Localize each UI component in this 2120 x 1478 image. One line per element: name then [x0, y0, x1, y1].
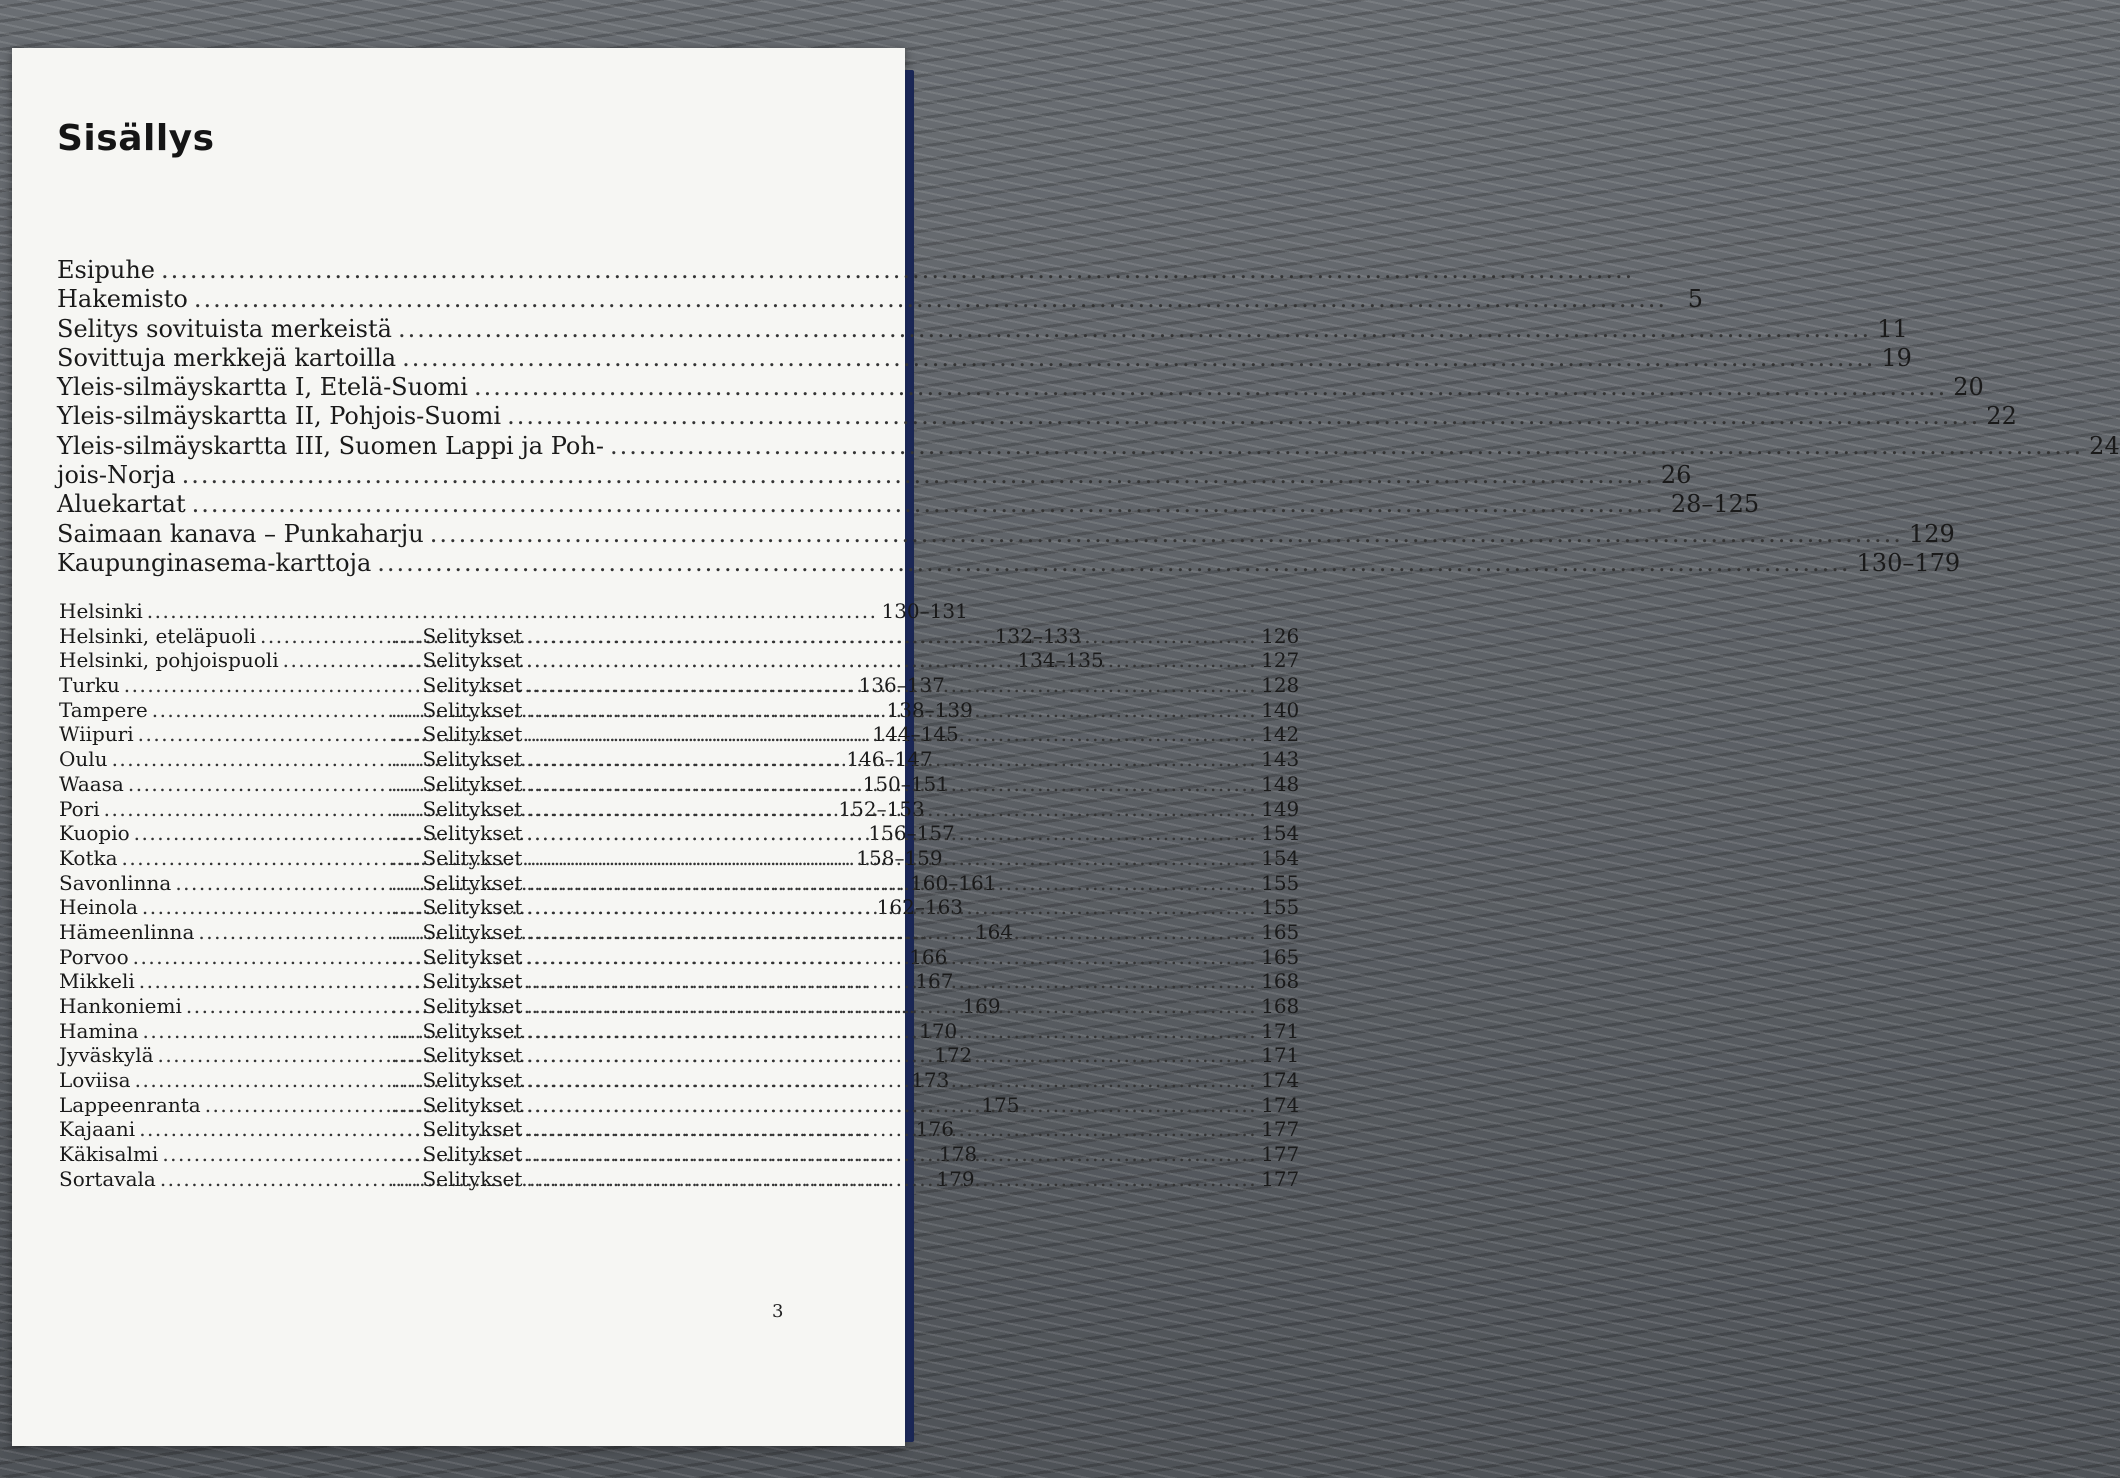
toc-entry-label: Sovittuja merkkejä kartoilla: [57, 343, 397, 372]
city-entry-right: [422, 772, 1299, 797]
city-name: Mikkeli: [59, 969, 135, 994]
leader-dots-separator: ....: [391, 648, 423, 673]
city-entry: [59, 1068, 1300, 1093]
toc-main-list: [57, 256, 2120, 578]
selitykset-label: Selitykset: [422, 944, 523, 969]
selitykset-label: Selitykset: [422, 895, 523, 920]
leader-dots: [526, 1021, 1257, 1041]
city-map-pages: 160–161: [910, 870, 997, 895]
city-name: Waasa: [59, 771, 124, 796]
selitykset-page: 171: [1261, 1043, 1300, 1068]
leader-dots: [526, 1095, 1257, 1115]
city-name: Jyväskylä: [59, 1043, 154, 1068]
selitykset-page: 127: [1261, 648, 1300, 673]
leader-dots-separator: ....: [391, 919, 423, 944]
leader-dots: [377, 551, 1850, 575]
city-name: Oulu: [59, 747, 108, 772]
selitykset-page: 154: [1261, 845, 1300, 870]
selitykset-label: Selitykset: [422, 845, 523, 870]
city-entry-right: [422, 698, 1299, 723]
selitykset-label: Selitykset: [422, 1166, 523, 1191]
city-entry: [59, 673, 1300, 698]
city-entry: [59, 870, 1300, 896]
city-map-pages: 175: [981, 1092, 1020, 1117]
city-entry-right: [422, 1093, 1299, 1118]
city-entry: [59, 845, 1300, 871]
toc-entry: [57, 490, 1760, 519]
city-entry-right: [422, 1019, 1299, 1044]
city-entry-right: [422, 846, 1299, 871]
city-entry-right: [422, 1068, 1299, 1093]
city-name: Lappeenranta: [59, 1092, 201, 1117]
city-name: Loviisa: [59, 1068, 131, 1093]
selitykset-label: Selitykset: [422, 1043, 523, 1068]
selitykset-page: 149: [1261, 796, 1300, 821]
selitykset-label: Selitykset: [422, 673, 523, 698]
leader-dots: [526, 947, 1257, 967]
selitykset-label: Selitykset: [422, 1068, 523, 1093]
city-entry: [59, 895, 1300, 920]
selitykset-page: 168: [1261, 969, 1300, 994]
city-entry-right: [422, 945, 1299, 970]
leader-dots-separator: ....: [391, 1166, 423, 1191]
toc-entry-page: 129: [1908, 519, 1955, 548]
selitykset-page: 140: [1261, 697, 1300, 722]
selitykset-label: Selitykset: [422, 796, 523, 821]
city-map-pages: 130–131: [881, 599, 968, 623]
city-map-pages: 176: [915, 1117, 954, 1142]
city-entry-right: [422, 895, 1299, 920]
leader-dots: [526, 823, 1257, 843]
page-number: 3: [772, 1301, 784, 1322]
city-entry: [59, 623, 1300, 649]
city-name: Pori: [59, 796, 100, 821]
leader-dots: [526, 724, 1257, 744]
toc-entry-label: Yleis-silmäyskartta II, Pohjois-Suomi: [57, 402, 502, 431]
selitykset-page: 177: [1261, 1166, 1300, 1191]
city-entry: [59, 919, 1300, 945]
leader-dots: [526, 675, 1257, 695]
city-name: Turku: [59, 673, 120, 698]
selitykset-label: Selitykset: [422, 919, 523, 944]
leader-dots: [507, 404, 1980, 428]
toc-entry: [57, 402, 2017, 431]
city-name: Heinola: [59, 895, 138, 920]
city-map-pages: 136–137: [858, 673, 945, 698]
selitykset-label: Selitykset: [422, 771, 523, 796]
toc-entry: [57, 431, 2120, 461]
selitykset-page: 174: [1261, 1068, 1300, 1093]
toc-entry-page: 28–125: [1670, 490, 1760, 519]
city-entry: [59, 944, 1300, 970]
leader-dots: [526, 971, 1257, 991]
toc-entry-page: 24: [2089, 431, 2120, 460]
toc-entry: [57, 343, 1912, 373]
selitykset-label: Selitykset: [422, 722, 523, 747]
city-entry: [59, 1117, 1300, 1142]
city-entry: [59, 697, 1300, 723]
leader-dots-separator: ....: [391, 1043, 423, 1068]
leader-dots: [526, 1119, 1257, 1139]
city-map-pages: 170: [919, 1018, 958, 1043]
selitykset-page: 177: [1261, 1117, 1300, 1142]
selitykset-label: Selitykset: [422, 870, 523, 895]
selitykset-page: 177: [1261, 1142, 1300, 1167]
toc-entry-label: Hakemisto: [57, 285, 188, 314]
leader-dots: [526, 774, 1257, 794]
leader-dots: [526, 1045, 1257, 1065]
city-entry-right: [422, 871, 1299, 896]
selitykset-page: 154: [1261, 821, 1300, 846]
selitykset-label: Selitykset: [422, 969, 523, 994]
city-entry-right: [422, 1142, 1299, 1167]
city-name: Wiipuri: [59, 722, 134, 747]
leader-dots: [526, 1169, 1257, 1189]
toc-entry-label: Esipuhe: [57, 256, 155, 284]
city-map-pages: 169: [962, 994, 1001, 1018]
leader-dots-separator: ....: [391, 1068, 423, 1093]
leader-dots: [610, 434, 2083, 458]
leader-dots-separator: ....: [391, 1142, 423, 1167]
leader-dots-separator: ....: [391, 697, 423, 722]
selitykset-page: 143: [1261, 747, 1300, 772]
leader-dots: [161, 258, 1634, 282]
city-entry-right: [422, 673, 1299, 698]
leader-dots-separator: ....: [391, 623, 423, 648]
leader-dots-separator: ....: [391, 796, 423, 821]
city-name: Helsinki, pohjoispuoli: [59, 648, 279, 673]
selitykset-label: Selitykset: [422, 747, 523, 772]
toc-entry-label: Selitys sovituista merkeistä: [57, 314, 392, 343]
city-entry: [59, 821, 1300, 846]
selitykset-page: 165: [1261, 919, 1300, 944]
leader-dots: [526, 848, 1257, 868]
toc-entry-page: 26: [1660, 461, 1692, 490]
city-name: Kotka: [59, 845, 118, 870]
leader-dots: [147, 601, 878, 621]
selitykset-label: Selitykset: [422, 1142, 523, 1167]
toc-entry: [57, 256, 777, 285]
book-page: [12, 48, 2120, 1446]
leader-dots: [430, 522, 1903, 546]
leader-dots-separator: ....: [391, 1092, 423, 1117]
city-entry: [59, 1043, 1300, 1068]
city-name: Helsinki: [59, 599, 143, 623]
selitykset-page: 155: [1261, 895, 1300, 920]
city-map-pages: 132–133: [994, 623, 1082, 648]
leader-dots: [402, 346, 1875, 370]
leader-dots: [526, 897, 1257, 917]
city-name: Tampere: [59, 697, 148, 722]
city-map-pages: 173: [911, 1068, 950, 1093]
city-map-pages: 164: [974, 919, 1014, 944]
city-map-pages: 172: [934, 1043, 973, 1068]
leader-dots: [526, 996, 1257, 1016]
selitykset-page: 165: [1261, 944, 1300, 969]
city-entry: [59, 1018, 1300, 1044]
leader-dots-separator: ....: [391, 747, 423, 772]
city-map-pages: 134–135: [1017, 648, 1104, 673]
leader-dots: [526, 700, 1257, 720]
city-entry-right: [422, 624, 1299, 649]
leader-dots: [526, 650, 1257, 670]
city-entry: [59, 648, 1300, 673]
leader-dots-separator: ....: [391, 1018, 423, 1043]
city-entry-right: [422, 821, 1299, 846]
city-map-pages: 162–163: [876, 895, 964, 920]
toc-entry-label: Yleis-silmäyskartta I, Etelä-Suomi: [57, 373, 468, 402]
selitykset-page: 174: [1261, 1092, 1300, 1117]
city-entry: [59, 796, 1300, 822]
city-entry-right: [422, 1167, 1299, 1192]
city-map-pages: 150–151: [862, 771, 949, 796]
toc-entry-page: 20: [1953, 373, 1984, 402]
city-entry: [59, 994, 1300, 1019]
toc-entry-page: 22: [1986, 402, 2017, 431]
toc-entry-label: jois-Norja: [57, 461, 176, 490]
selitykset-page: 155: [1261, 870, 1300, 895]
city-map-pages: 179: [936, 1166, 975, 1191]
city-entry-right: [422, 1043, 1299, 1068]
toc-entry: [57, 548, 1961, 578]
toc-entry: [57, 314, 1908, 344]
city-name: Sortavala: [59, 1166, 156, 1191]
city-entry: [59, 1142, 1300, 1167]
toc-entry-page: 130–179: [1856, 548, 1961, 577]
city-entry: [59, 1166, 1300, 1192]
selitykset-label: Selitykset: [422, 994, 523, 1018]
selitykset-label: Selitykset: [422, 648, 523, 673]
leader-dots: [194, 287, 1667, 311]
leader-dots-separator: ....: [391, 870, 423, 895]
selitykset-page: 128: [1261, 673, 1300, 698]
leader-dots: [192, 492, 1665, 516]
city-name: Helsinki, eteläpuoli: [59, 623, 256, 648]
leader-dots: [398, 317, 1871, 341]
city-entry: [59, 722, 1300, 747]
city-name: Kuopio: [59, 821, 130, 846]
city-name: Hankoniemi: [59, 994, 182, 1018]
city-entry-right: [422, 648, 1299, 673]
city-map-pages: 158–159: [856, 845, 943, 870]
city-entry-left: [59, 599, 968, 624]
city-entry-right: [422, 722, 1299, 747]
toc-entry-page: 19: [1881, 343, 1912, 372]
city-entry: [59, 599, 968, 624]
leader-dots: [526, 749, 1257, 769]
selitykset-label: Selitykset: [422, 1117, 523, 1142]
city-map-pages: 178: [938, 1142, 978, 1167]
city-entry-right: [422, 797, 1299, 822]
selitykset-label: Selitykset: [422, 821, 523, 846]
toc-entry-label: Yleis-silmäyskartta III, Suomen Lappi ja Poh-: [57, 431, 604, 460]
leader-dots: [182, 463, 1655, 487]
selitykset-label: Selitykset: [422, 623, 523, 648]
city-entry-right: [422, 920, 1299, 945]
leader-dots-separator: ....: [391, 722, 423, 747]
selitykset-page: 148: [1261, 771, 1300, 796]
leader-dots-separator: ....: [391, 1117, 423, 1142]
toc-entry-label: Kaupunginasema-karttoja: [57, 548, 372, 577]
leader-dots-separator: ....: [391, 673, 423, 698]
city-map-pages: 138–139: [886, 697, 973, 722]
toc-entry: [57, 461, 1692, 490]
city-name: Savonlinna: [59, 870, 172, 895]
city-entry: [59, 747, 1300, 772]
leader-dots-separator: ....: [391, 895, 423, 920]
selitykset-label: Selitykset: [422, 697, 523, 722]
toc-entry: [57, 285, 1704, 314]
toc-entry-label: Saimaan kanava – Punkaharju: [57, 519, 424, 548]
leader-dots-separator: ....: [391, 771, 423, 796]
city-entry-right: [422, 994, 1299, 1019]
leader-dots: [526, 1070, 1257, 1090]
leader-dots: [526, 799, 1257, 819]
leader-dots: [526, 873, 1257, 893]
toc-entry-page: 5: [1687, 285, 1704, 314]
leader-dots: [526, 626, 1257, 646]
selitykset-page: 171: [1261, 1018, 1300, 1043]
toc-entry: [57, 373, 1984, 402]
city-name: Hamina: [59, 1018, 139, 1043]
selitykset-page: 168: [1261, 994, 1300, 1018]
city-map-pages: 166: [909, 944, 948, 969]
city-entry-right: [422, 969, 1299, 994]
city-map-pages: 156–157: [868, 821, 955, 846]
leader-dots: [526, 1144, 1257, 1164]
selitykset-label: Selitykset: [422, 1092, 523, 1117]
toc-entry-page: 11: [1877, 314, 1908, 343]
toc-entry-label: Aluekartat: [57, 490, 186, 519]
city-name: Käkisalmi: [59, 1142, 159, 1167]
toc-entry: [57, 519, 1955, 549]
leader-dots: [526, 922, 1257, 942]
leader-dots-separator: ....: [391, 969, 423, 994]
leader-dots-separator: ....: [391, 821, 423, 846]
selitykset-page: 126: [1261, 623, 1300, 648]
selitykset-label: Selitykset: [422, 1018, 523, 1043]
leader-dots-separator: ....: [391, 845, 423, 870]
city-name: Porvoo: [59, 944, 129, 969]
page-title: Sisällys: [57, 118, 215, 159]
city-entry-right: [422, 1117, 1299, 1142]
city-entry-right: [422, 747, 1299, 772]
city-map-pages: 167: [915, 969, 954, 994]
city-entry: [59, 969, 1300, 994]
city-map-pages: 152–153: [838, 796, 925, 821]
toc-city-list: [59, 599, 1300, 1192]
city-map-pages: 146–147: [846, 747, 933, 772]
leader-dots-separator: ....: [391, 994, 423, 1018]
city-entry: [59, 771, 1300, 797]
city-entry: [59, 1092, 1300, 1118]
leader-dots-separator: ....: [391, 944, 423, 969]
city-map-pages: 144–145: [872, 722, 959, 747]
selitykset-page: 142: [1261, 722, 1300, 747]
city-name: Kajaani: [59, 1117, 136, 1142]
city-name: Hämeenlinna: [59, 919, 195, 944]
leader-dots: [474, 375, 1947, 399]
